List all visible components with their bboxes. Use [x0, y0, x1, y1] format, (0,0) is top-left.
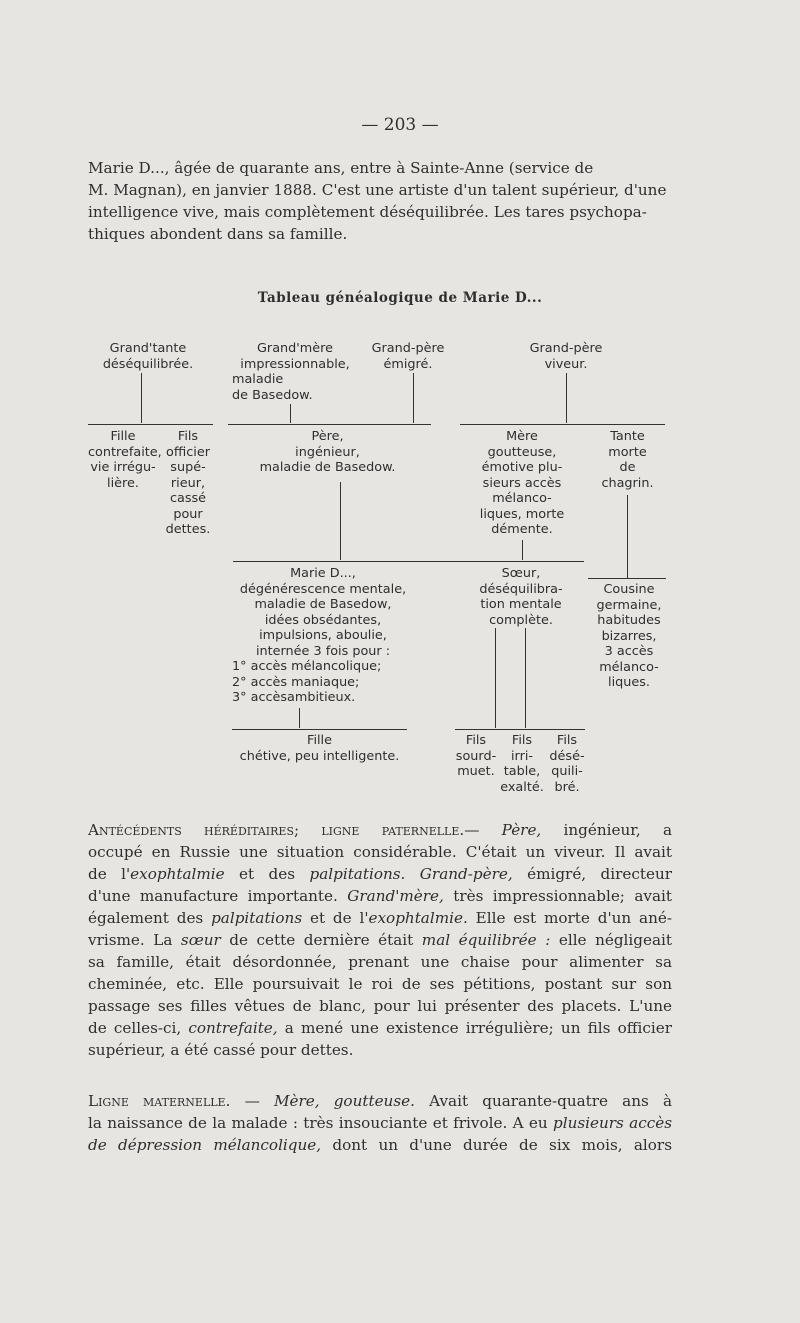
divider-line [455, 729, 585, 730]
node-line: Sœur, [501, 566, 541, 581]
node-line: de Basedow. [232, 387, 313, 403]
node-line: de [619, 460, 636, 475]
node-line: émotive plu- [481, 460, 563, 475]
node-line: mélanco- [599, 659, 659, 675]
intro-line: M. Magnan), en janvier 1888. C'est une artiste d'un talent supérieur, d'une [88, 181, 667, 199]
text-run: exophtalmie [130, 865, 225, 883]
text-run: exophtalmie. [368, 909, 468, 927]
paragraph-line: supérieur, a été cassé pour dettes. [88, 1041, 354, 1059]
node-grand-tante [88, 341, 208, 372]
node-line: muet. [457, 764, 495, 779]
node-line: désé- [549, 748, 585, 764]
node-line: maladie de Basedow, [254, 597, 392, 612]
divider-line [588, 578, 666, 579]
text-run: mal équilibrée : [421, 931, 551, 949]
node-line: ingénieur, [295, 444, 360, 460]
node-line: goutteuse, [487, 444, 557, 460]
text-run: palpitations [211, 909, 303, 927]
node-line: bizarres, [601, 628, 657, 644]
node-line: Mère [506, 429, 538, 444]
node-line: viveur. [544, 356, 588, 372]
text-run: Grand'mère, [347, 887, 444, 905]
node-line: mélanco- [492, 491, 552, 506]
text-run: Père, [501, 821, 542, 839]
node-grand-mere [220, 341, 370, 403]
node-mere [462, 429, 582, 538]
divider-line [458, 561, 584, 562]
node-line: sieurs accès [482, 475, 562, 491]
divider-line [88, 424, 213, 425]
connector [413, 373, 414, 423]
node-fils-irritable [499, 733, 545, 795]
node-line: table, [503, 764, 541, 779]
node-line: dettes. [165, 522, 211, 537]
node-fille-marie [232, 733, 407, 764]
node-line: habitudes [597, 613, 661, 628]
connector [495, 628, 496, 728]
paragraph-line [88, 819, 672, 841]
paragraph-line [88, 1134, 672, 1156]
node-line: Père, [311, 429, 344, 444]
node-line: Fille [307, 733, 332, 748]
node-line: chétive, peu intelligente. [239, 748, 400, 764]
node-line: cassé [169, 491, 207, 506]
node-line: liques, morte [479, 506, 565, 522]
text-run: palpitations. [309, 865, 406, 883]
paragraph-line: sa famille, était désordonnée, prenant une chaise pour alimenter sa [88, 953, 672, 971]
text-run: de l' [88, 865, 131, 883]
node-line: Fils [177, 429, 199, 444]
paragraph-paternal-line [88, 819, 672, 1061]
text-run: Mère, goutteuse. [273, 1092, 415, 1110]
paragraph-line [88, 929, 672, 951]
node-line: supé- [170, 460, 206, 475]
text-run: Elle est morte d'un ané- [467, 909, 672, 927]
section-head: Antécédents héréditaires; ligne paternelle. [88, 821, 465, 839]
node-line: déséquilibra- [479, 581, 563, 597]
connector [627, 495, 628, 578]
node-line: irri- [510, 748, 534, 764]
text-run: et de l' [302, 909, 369, 927]
node-line: vie irrégu- [90, 460, 156, 475]
text-run: de celles-ci, [88, 1019, 189, 1037]
node-line: déséquilibrée. [102, 356, 194, 372]
node-line: maladie de Basedow. [259, 460, 396, 475]
text-run [405, 865, 419, 883]
node-line: 2° accès maniaque; [232, 674, 360, 690]
connector [340, 482, 341, 560]
intro-paragraph [88, 157, 672, 245]
text-run: vrisme. La [88, 931, 181, 949]
node-line: Fils [465, 733, 487, 748]
paragraph-line [88, 1017, 672, 1039]
node-line: impulsions, aboulie, [259, 628, 387, 643]
text-run: émigré, directeur [512, 865, 673, 883]
node-line: germaine, [596, 597, 662, 613]
divider-line [228, 424, 431, 425]
node-line: morte [608, 444, 647, 460]
paragraph-line: cheminée, etc. Elle poursuivait le roi de ses pétitions, postant sur son [88, 975, 672, 993]
node-grand-pere-viveur [516, 341, 616, 372]
node-line: idées obsédantes, [264, 612, 382, 628]
node-fils-officier [158, 429, 218, 538]
paragraph-line: passage ses filles vêtues de blanc, pour lui présenter des placets. L'une [88, 997, 672, 1015]
text-run: dont un d'une durée de six mois, alors [321, 1136, 672, 1154]
paragraph-line: occupé en Russie une situation considérable. C'était un viveur. Il avait [88, 843, 672, 861]
connector [299, 708, 300, 728]
node-line: Marie D..., [290, 566, 356, 581]
text-run: Grand-père, [419, 865, 513, 883]
intro-line: thiques abondent dans sa famille. [88, 225, 348, 243]
text-run: d'une manufacture importante. [88, 887, 348, 905]
text-run: ingénieur, a [541, 821, 673, 839]
text-run: très impressionnable; avait [443, 887, 672, 905]
paragraph-line [88, 907, 672, 929]
connector [290, 404, 291, 423]
paragraph-line [88, 1090, 672, 1112]
node-line: lière. [107, 475, 139, 491]
node-line: sourd- [455, 748, 497, 764]
node-line: exalté. [500, 779, 544, 795]
text-run: — [230, 1092, 274, 1110]
genealogy-table-title: Tableau généalogique de Marie D... [257, 290, 543, 306]
node-line: Fils [556, 733, 578, 748]
node-line: 3° accèsambitieux. [232, 690, 356, 705]
node-pere [240, 429, 415, 476]
text-run: plusieurs accès [553, 1114, 673, 1132]
text-run: contrefaite, [188, 1019, 278, 1037]
node-line: internée 3 fois pour : [255, 643, 391, 659]
node-line: impressionnable, [240, 356, 350, 372]
node-marie-acces [232, 659, 412, 706]
text-run: sœur [180, 931, 221, 949]
node-grand-pere-emigre [358, 341, 458, 372]
node-line: rieur, [170, 475, 206, 491]
node-line: Grand-père [529, 341, 603, 356]
node-fille-contrefaite [88, 429, 162, 491]
node-fils-desequilibre [544, 733, 590, 795]
connector [566, 373, 567, 423]
node-line: Grand-père [371, 341, 445, 356]
node-line: tion mentale [480, 597, 562, 612]
node-line: liques. [608, 675, 650, 690]
node-line: 3 accès [604, 644, 654, 659]
node-line: officier [166, 444, 210, 460]
node-line: Grand'mère [257, 341, 333, 356]
node-line: 1° accès mélancolique; [232, 659, 382, 674]
paragraph-line [88, 1112, 672, 1134]
node-fils-sourd-muet [453, 733, 499, 780]
divider-line [232, 729, 407, 730]
paragraph-line [88, 863, 672, 885]
divider-line [233, 561, 458, 562]
text-run: et des [224, 865, 310, 883]
text-run: de cette dernière était [220, 931, 422, 949]
intro-line: intelligence vive, mais complètement déséquilibrée. Les tares psychopa- [88, 203, 647, 221]
node-line: contrefaite, [88, 444, 162, 460]
node-line: émigré. [383, 356, 433, 372]
node-line: complète. [489, 612, 553, 628]
node-line: démente. [491, 522, 553, 537]
text-run: de dépression mélancolique, [88, 1136, 322, 1154]
connector [141, 373, 142, 423]
paragraph-maternal-line [88, 1090, 672, 1156]
text-run: a mené une existence irrégulière; un fils officier [277, 1019, 672, 1037]
section-head: Ligne maternelle. [88, 1092, 231, 1110]
node-line: quili- [551, 764, 583, 779]
node-line: chagrin. [601, 475, 654, 491]
text-run: Avait quarante-quatre ans à [414, 1092, 673, 1110]
text-run: elle négligeait [550, 931, 672, 949]
node-line: maladie [232, 372, 284, 387]
text-run: également des [88, 909, 212, 927]
divider-line [460, 424, 665, 425]
node-marie [228, 566, 418, 659]
node-line: bré. [554, 779, 580, 795]
page-number: — 203 — [361, 115, 439, 135]
paragraph-line [88, 885, 672, 907]
node-line: pour [173, 506, 203, 522]
node-line: Cousine [603, 582, 655, 597]
node-line: dégénérescence mentale, [239, 581, 407, 597]
node-cousine [588, 582, 670, 691]
node-line: Grand'tante [109, 341, 187, 356]
node-line: Fille [110, 429, 136, 444]
node-line: Fils [511, 733, 533, 748]
node-soeur [460, 566, 582, 628]
node-tante [590, 429, 665, 491]
text-run: la naissance de la malade : très insouciante et frivole. A eu [88, 1114, 553, 1132]
text-run: — [464, 821, 502, 839]
connector [525, 628, 526, 728]
intro-line: Marie D..., âgée de quarante ans, entre à Sainte-Anne (service de [88, 159, 594, 177]
node-line: Tante [610, 429, 645, 444]
connector [522, 540, 523, 560]
